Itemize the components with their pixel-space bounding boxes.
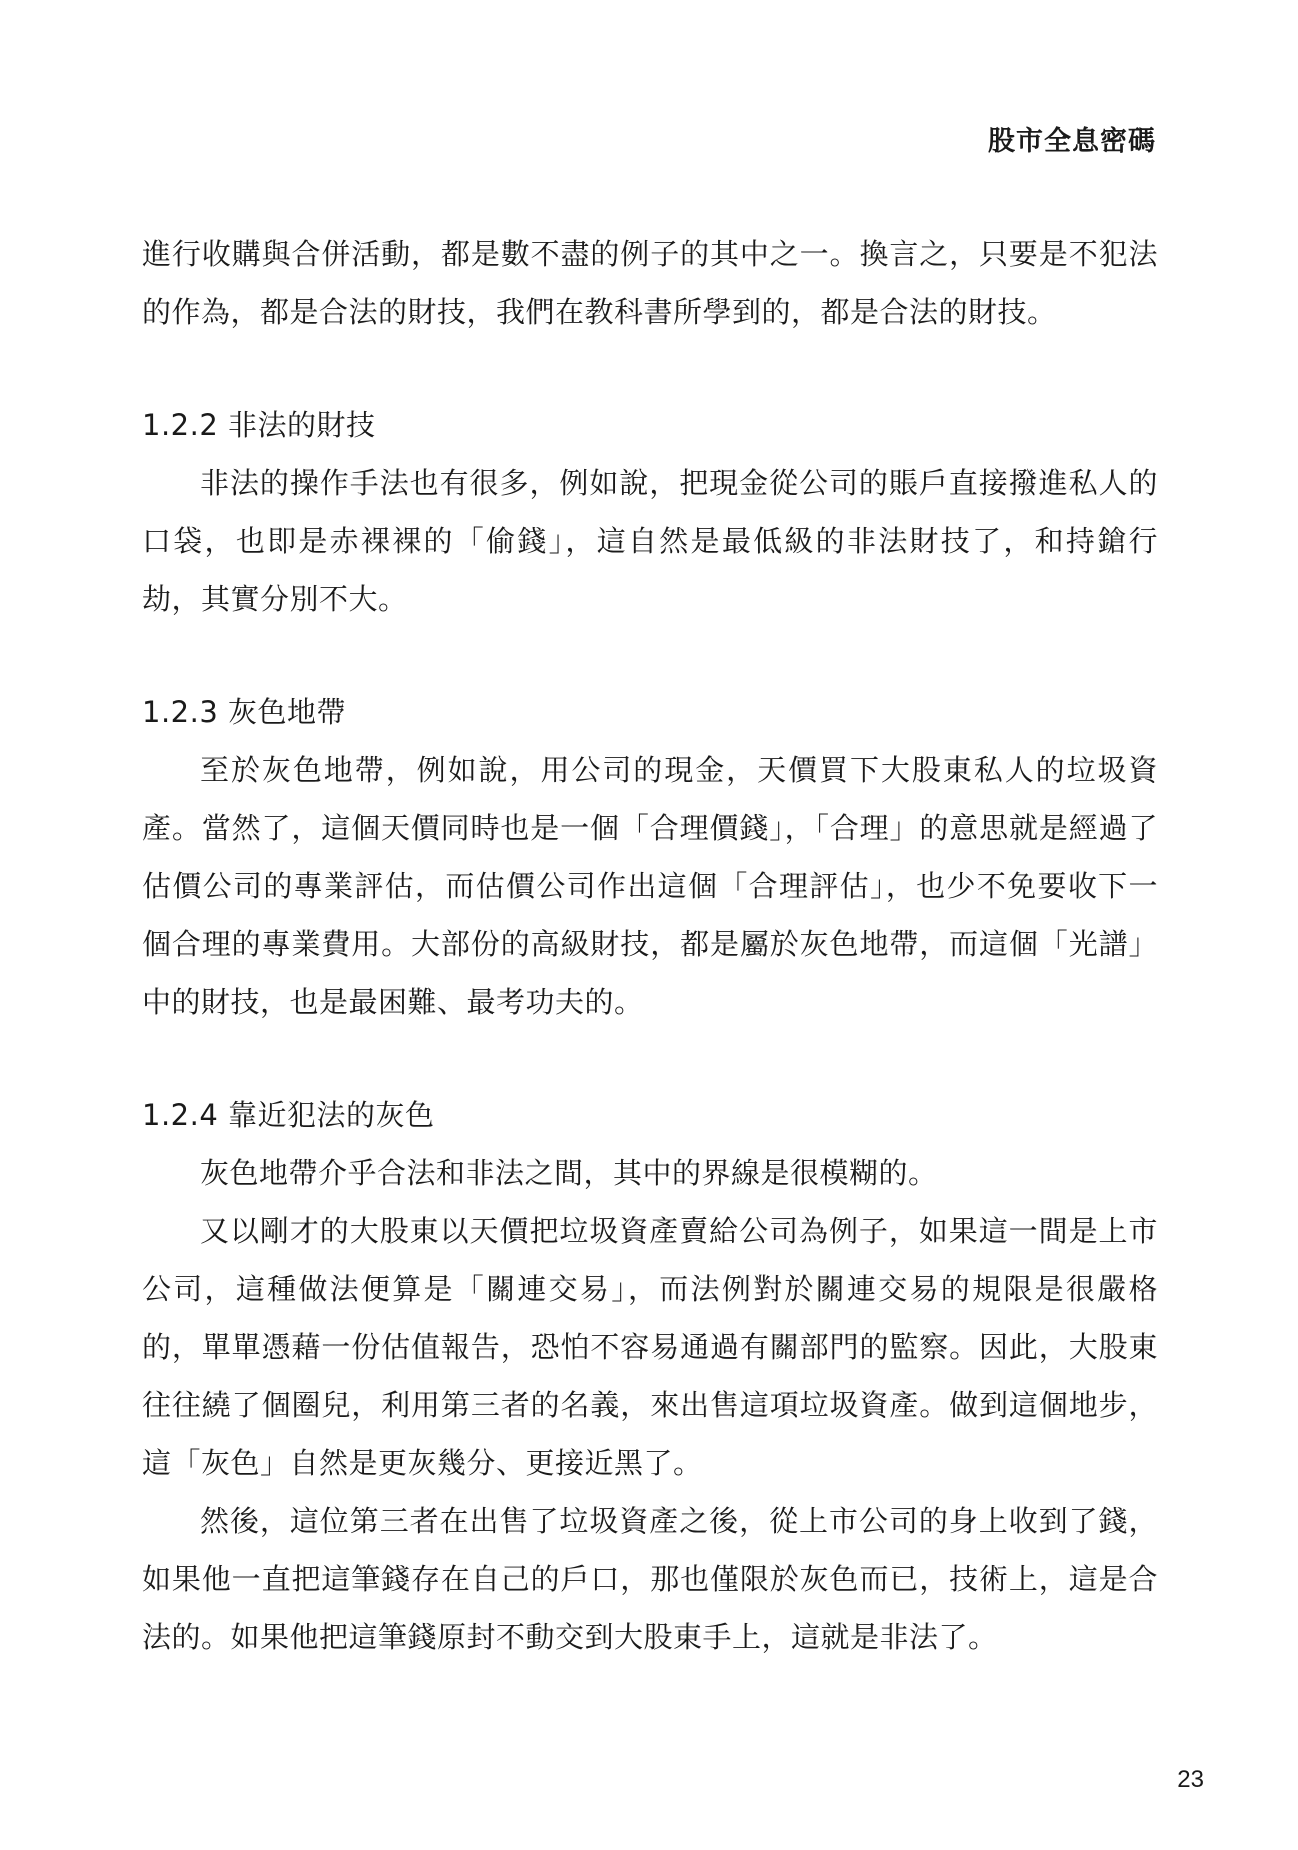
section-illegal-techniques bbox=[142, 396, 1158, 628]
body-paragraph: 非法的操作手法也有很多，例如說，把現金從公司的賬戶直接撥進私人的口袋，也即是赤裸裸的「偷錢」，這自然是最低級的非法財技了，和持鎗行劫，其實分別不大。 bbox=[142, 466, 1158, 616]
running-header-book-title: 股市全息密碼 bbox=[988, 126, 1156, 157]
section-heading: 1.2.2 非法的財技 bbox=[142, 408, 376, 442]
body-paragraph: 灰色地帶介乎合法和非法之間，其中的界線是很模糊的。 bbox=[200, 1156, 938, 1190]
section-near-illegal-grey bbox=[142, 1086, 1158, 1666]
intro-paragraph: 進行收購與合併活動，都是數不盡的例子的其中之一。換言之，只要是不犯法的作為，都是合法的財技，我們在教科書所學到的，都是合法的財技。 bbox=[142, 237, 1158, 329]
section-heading: 1.2.4 靠近犯法的灰色 bbox=[142, 1098, 435, 1132]
body-paragraph: 又以剛才的大股東以天價把垃圾資產賣給公司為例子，如果這一間是上市公司，這種做法便算是「關連交易」，而法例對於關連交易的規限是很嚴格的，單單憑藉一份估值報告，恐怕不容易通過有關部門的監察。因此，大股東往往繞了個圈兒，利用第三者的名義，來出售這項垃圾資產。做到這個地步，這「灰色」自然是更灰幾分、更接近黑了。 bbox=[142, 1214, 1158, 1480]
body-paragraph: 至於灰色地帶，例如說，用公司的現金，天價買下大股東私人的垃圾資產。當然了，這個天價同時也是一個「合理價錢」，「合理」的意思就是經過了估價公司的專業評估，而估價公司作出這個「合理評估」，也少不免要收下一個合理的專業費用。大部份的高級財技，都是屬於灰色地帶，而這個「光譜」中的財技，也是最困難、最考功夫的。 bbox=[142, 753, 1158, 1019]
page-body bbox=[142, 225, 1158, 1666]
body-paragraph: 然後，這位第三者在出售了垃圾資產之後，從上市公司的身上收到了錢，如果他一直把這筆錢存在自己的戶口，那也僅限於灰色而已，技術上，這是合法的。如果他把這筆錢原封不動交到大股東手上，這就是非法了。 bbox=[142, 1504, 1158, 1654]
section-grey-area bbox=[142, 683, 1158, 1031]
section-heading: 1.2.3 灰色地帶 bbox=[142, 695, 347, 729]
page-number: 23 bbox=[1177, 1766, 1204, 1793]
